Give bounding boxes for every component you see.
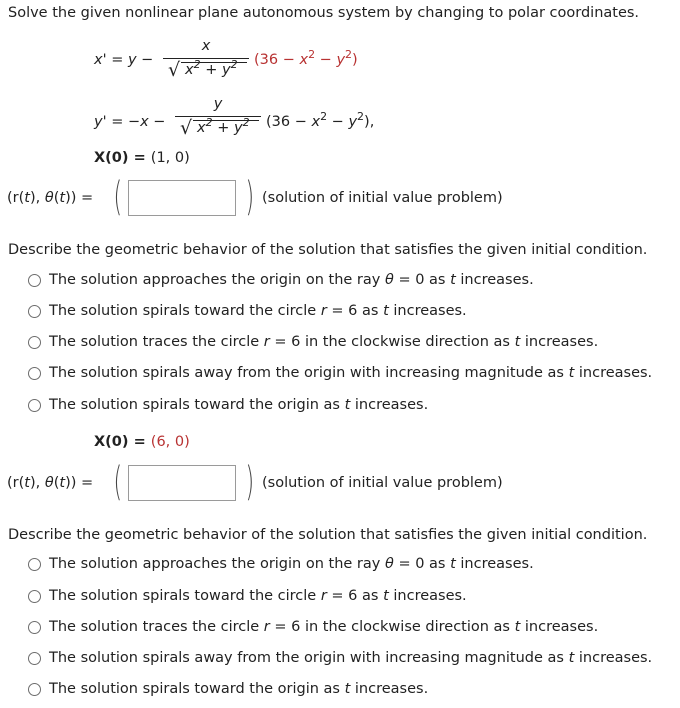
option-label: The solution traces the circle r = 6 in the clockwise direction as t increases.	[49, 619, 599, 635]
radio-button[interactable]	[28, 305, 41, 318]
radio-button[interactable]	[28, 367, 41, 380]
option-1-5[interactable]	[28, 393, 428, 417]
ic-prefix-1: X(0) =	[94, 150, 151, 166]
fraction-2-numerator: y	[213, 96, 223, 112]
question-text-2: Describe the geometric behavior of the solution that satisfies the given initial condition.	[8, 527, 648, 543]
option-label: The solution spirals toward the circle r = 6 as t increases.	[49, 588, 467, 604]
radio-button[interactable]	[28, 652, 41, 665]
yprime-lhs: y' = −x −	[94, 114, 166, 130]
radio-button[interactable]	[28, 621, 41, 634]
option-label: The solution spirals away from the origin with increasing magnitude as t increases.	[49, 650, 653, 666]
option-label: The solution spirals away from the origin with increasing magnitude as t increases.	[49, 365, 653, 381]
option-label: The solution approaches the origin on the ray θ = 0 as t increases.	[49, 556, 534, 572]
initial-condition-2	[94, 434, 190, 450]
option-label: The solution spirals toward the circle r = 6 as t increases.	[49, 303, 467, 319]
solution-lhs-1: (r(t), θ(t)) =	[7, 190, 94, 206]
option-1-1[interactable]	[28, 268, 534, 292]
answer-note-2: (solution of initial value problem)	[262, 475, 503, 491]
solution-lhs-2: (r(t), θ(t)) =	[7, 475, 94, 491]
factor-1: $(36 - x^2 - y^2)$	[254, 48, 358, 68]
option-2-2[interactable]	[28, 584, 467, 608]
left-paren-1: (	[113, 174, 123, 220]
option-label: The solution approaches the origin on the ray θ = 0 as t increases.	[49, 272, 534, 288]
radicand-1: $x^2 + y^2$	[185, 58, 238, 78]
option-2-3[interactable]	[28, 615, 598, 639]
option-1-4[interactable]	[28, 361, 652, 385]
radio-button[interactable]	[28, 558, 41, 571]
left-paren-2: (	[113, 459, 123, 505]
radio-button[interactable]	[28, 683, 41, 696]
ic-value-2: (6, 0)	[150, 434, 190, 450]
radicand-2: $x^2 + y^2$	[197, 116, 250, 136]
question-text-1: Describe the geometric behavior of the solution that satisfies the given initial condition.	[8, 242, 648, 258]
option-label: The solution spirals toward the origin as t increases.	[49, 681, 429, 697]
option-label: The solution traces the circle r = 6 in the clockwise direction as t increases.	[49, 334, 599, 350]
option-1-3[interactable]	[28, 330, 598, 354]
fraction-1-numerator: x	[201, 38, 211, 54]
option-2-1[interactable]	[28, 552, 534, 576]
option-2-4[interactable]	[28, 646, 652, 670]
sqrt-symbol-2: √	[180, 117, 193, 139]
factor-2: $(36 - x^2 - y^2)$,	[266, 110, 375, 130]
ic-value-1: (1, 0)	[150, 150, 190, 166]
ic-prefix-2: X(0) =	[94, 434, 151, 450]
initial-condition-1	[94, 150, 190, 166]
radio-button[interactable]	[28, 336, 41, 349]
radio-button[interactable]	[28, 399, 41, 412]
option-1-2[interactable]	[28, 299, 467, 323]
xprime-lhs: x' = y −	[94, 52, 154, 68]
right-paren-2: )	[245, 459, 255, 505]
radio-button[interactable]	[28, 274, 41, 287]
option-2-5[interactable]	[28, 677, 428, 701]
answer-note-1: (solution of initial value problem)	[262, 190, 503, 206]
answer-input-2[interactable]	[128, 465, 236, 501]
instruction-text: Solve the given nonlinear plane autonomous system by changing to polar coordinates.	[8, 5, 640, 21]
answer-input-1[interactable]	[128, 180, 236, 216]
radio-button[interactable]	[28, 590, 41, 603]
sqrt-symbol-1: √	[168, 59, 181, 81]
right-paren-1: )	[245, 174, 255, 220]
option-label: The solution spirals toward the origin as t increases.	[49, 397, 429, 413]
